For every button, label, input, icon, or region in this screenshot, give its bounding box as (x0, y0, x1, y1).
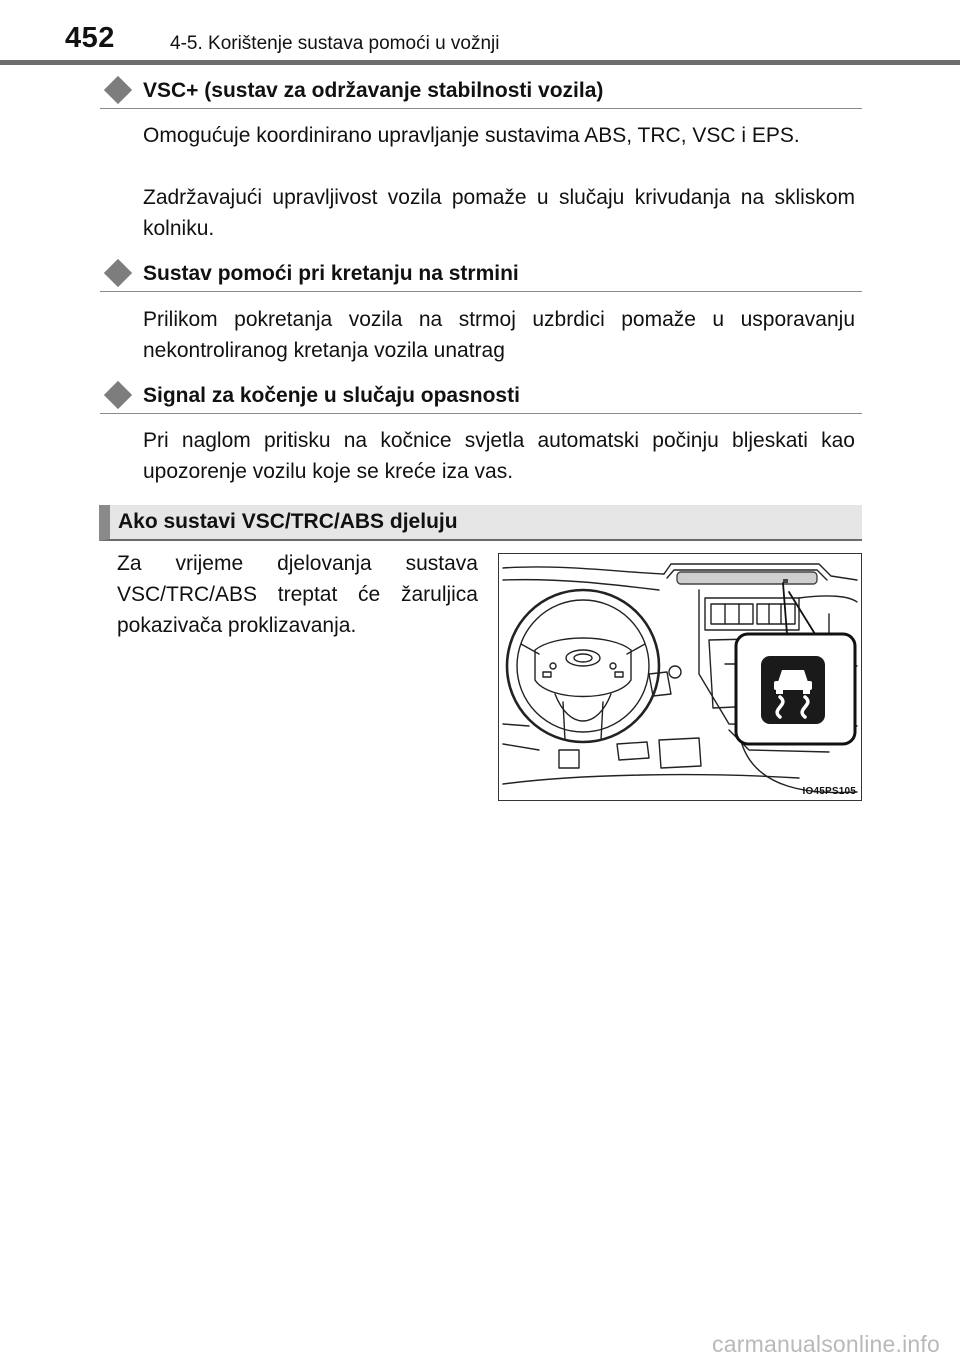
section-heading-text: Signal za kočenje u slučaju opasnosti (143, 384, 520, 407)
section-heading-hill-start (100, 258, 862, 292)
chapter-title: 4-5. Korištenje sustava pomoći u vožnji (170, 33, 500, 54)
figure-code: IO45PS105 (802, 786, 856, 797)
section-heading-text: VSC+ (sustav za održavanje stabilnosti vozila) (143, 79, 604, 102)
watermark: carmanualsonline.info (712, 1331, 940, 1357)
section-heading-text: Sustav pomoći pri kretanju na strmini (143, 262, 519, 285)
box-body-text: Za vrijeme djelovanja sustava VSC/TRC/ABS treptat će žaruljica pokazivača proklizavanja. (117, 552, 478, 637)
box-heading (99, 505, 862, 541)
page-number: 452 (65, 22, 115, 54)
box-heading-text: Ako sustavi VSC/TRC/ABS djeluju (118, 510, 458, 533)
diamond-bullet-icon (104, 76, 132, 104)
body-paragraph: Prilikom pokretanja vozila na strmoj uzbrdici pomaže u usporavanju nekontroliranog kretanja vozila unatrag (143, 308, 855, 362)
page-header (0, 0, 960, 64)
diamond-bullet-icon (104, 259, 132, 287)
body-paragraph: Zadržavajući upravljivost vozila pomaže u slučaju krivudanja na skliskom kolniku. (143, 186, 855, 240)
diamond-bullet-icon (104, 381, 132, 409)
slip-indicator-icon (761, 656, 825, 724)
body-paragraph: Pri naglom pritisku na kočnice svjetla automatski počinju bljeskati kao upozorenje vozilu koje se kreće iza vas. (143, 429, 855, 483)
body-paragraph: Omogućuje koordinirano upravljanje sustavima ABS, TRC, VSC i EPS. (143, 124, 800, 147)
dashboard-illustration (498, 553, 862, 801)
header-rule (0, 60, 960, 65)
section-heading-vsc (100, 75, 862, 109)
section-heading-emergency-brake-signal (100, 380, 862, 414)
